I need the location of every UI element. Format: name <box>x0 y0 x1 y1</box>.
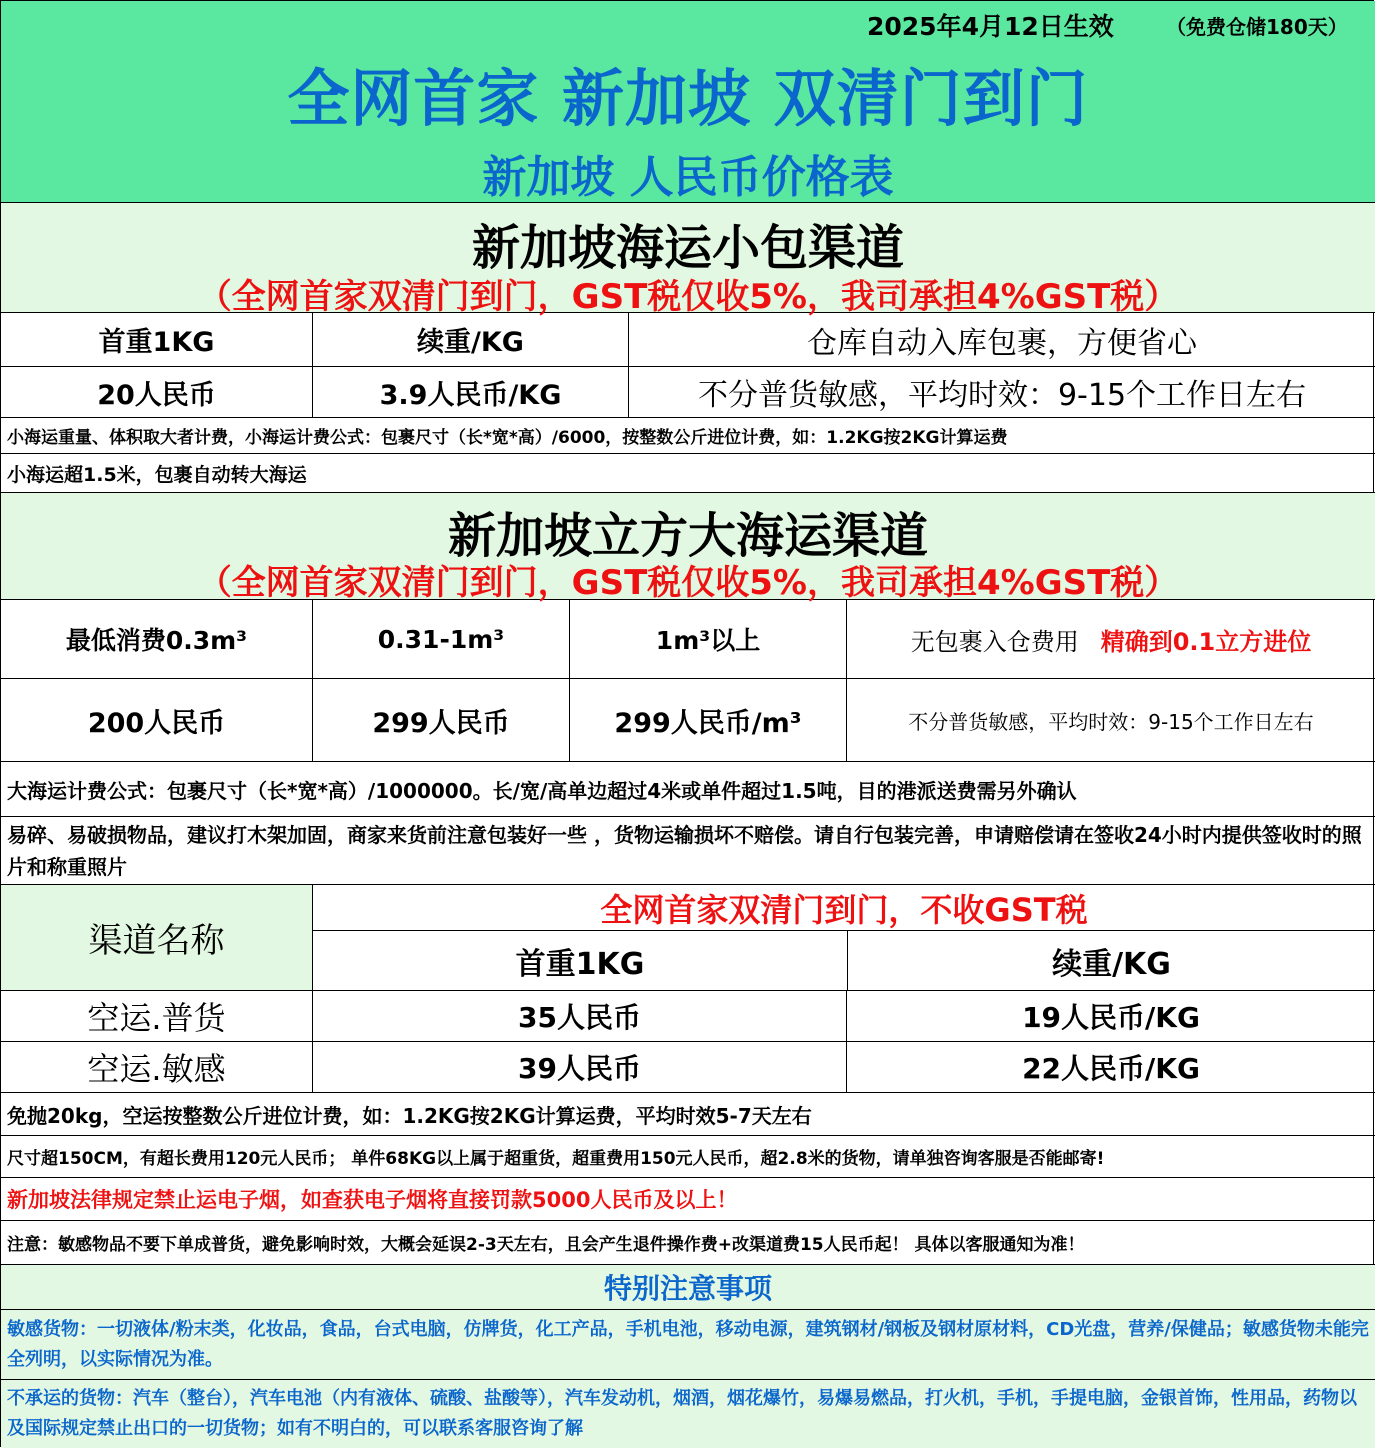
big-sea-fragile-row <box>1 817 1375 885</box>
big-sea-transit-time: 不分普货敏感，平均时效：9-15个工作日左右 <box>846 679 1375 761</box>
air-header-block <box>1 885 1375 991</box>
air-oversize-note: 尺寸超150CM，有超长费用120元人民币； 单件68KG以上属于超重货，超重费用150元人民币，超2.8米的货物，请单独咨询客服是否能邮寄! <box>7 1149 1105 1169</box>
prohibited-goods-list: 不承运的货物：汽车（整台），汽车电池（内有液体、硫酸、盐酸等），汽车发动机，烟酒，烟花爆竹，易爆易燃品，打火机，手机，手提电脑，金银首饰，性用品，药物以及国际规定禁止出口的一切货物；如有不明白的，可以联系客服咨询了解 <box>7 1388 1357 1439</box>
air-general-name: 空运.普货 <box>87 999 226 1037</box>
small-sea-value-row <box>1 367 1375 418</box>
air-tagline: 全网首家双清门到门，不收GST税 <box>313 885 1375 931</box>
air-note1-row <box>1 1093 1375 1136</box>
special-prohibited-row <box>1 1380 1375 1448</box>
big-sea-rounding-note: 精确到0.1立方进位 <box>1100 627 1312 656</box>
small-sea-title: 新加坡海运小包渠道 <box>471 220 904 276</box>
small-sea-tagline: （全网首家双清门到门，GST税仅收5%，我司承担4%GST税） <box>197 277 1179 317</box>
special-notes-title: 特别注意事项 <box>603 1272 772 1305</box>
small-sea-next-kg-price: 3.9人民币/KG <box>312 367 628 417</box>
small-sea-warehouse-note: 仓库自动入库包裹，方便省心 <box>628 313 1375 366</box>
main-subtitle: 新加坡 人民币价格表 <box>482 152 894 203</box>
air-note4-row <box>1 1221 1375 1265</box>
free-storage-note: （免费仓储180天） <box>1166 15 1348 39</box>
air-general-first-price: 35人民币 <box>312 991 846 1041</box>
sensitive-goods-warning: 注意：敏感物品不要下单成普货，避免影响时效，大概会延误2-3天左右，且会产生退件操作费+改渠道费15人民币起！ 具体以客服通知为准！ <box>7 1235 1085 1255</box>
air-sensitive-next-price: 22人民币/KG <box>846 1042 1375 1092</box>
small-sea-first-kg-header: 首重1KG <box>98 327 215 358</box>
big-sea-tagline: （全网首家双清门到门，GST税仅收5%，我司承担4%GST税） <box>197 563 1179 603</box>
small-sea-next-kg-header: 续重/KG <box>312 313 628 366</box>
air-weight-note: 免抛20kg，空运按整数公斤进位计费，如：1.2KG按2KG计算运费，平均时效5-7天左右 <box>7 1103 812 1128</box>
air-note2-row <box>1 1136 1375 1178</box>
main-title: 全网首家 新加坡 双清门到门 <box>287 62 1089 135</box>
air-row-general <box>1 991 1375 1042</box>
small-sea-first-kg-price: 20人民币 <box>97 379 216 411</box>
air-header-right <box>312 885 1375 991</box>
air-note3-row <box>1 1178 1375 1221</box>
big-sea-over-1m3-header: 1m³以上 <box>569 600 846 678</box>
air-first-kg-header: 首重1KG <box>515 947 645 982</box>
air-general-next-price: 19人民币/KG <box>846 991 1375 1041</box>
air-sensitive-name: 空运.敏感 <box>87 1050 226 1088</box>
air-sensitive-first-price: 39人民币 <box>312 1042 846 1092</box>
small-sea-oversize-note: 小海运超1.5米，包裹自动转大海运 <box>7 463 307 486</box>
big-sea-formula-note: 大海运计费公式：包裹尺寸（长*宽*高）/1000000。长/宽/高单边超过4米或单件超过1.5吨，目的港派送费需另外确认 <box>7 778 1077 803</box>
header-banner <box>1 1 1375 203</box>
small-sea-note-row <box>1 418 1375 454</box>
big-sea-over-1m3-price: 299人民币/m³ <box>569 679 846 761</box>
big-sea-value-row <box>1 679 1375 762</box>
big-sea-fragile-note: 易碎、易破损物品，建议打木架加固，商家来货前注意包装好一些 ，货物运输损坏不赔偿。请自行包装完善，申请赔偿请在签收24小时内提供签收时的照片和称重照片 <box>7 822 1362 879</box>
small-sea-header-row <box>1 313 1375 367</box>
small-sea-billing-note: 小海运重量、体积取大者计费，小海运计费公式：包裹尺寸（长*宽*高）/6000，按整数公斤进位计费，如：1.2KG按2KG计算运费 <box>7 428 1008 448</box>
small-sea-transit-time: 不分普货敏感，平均时效：9-15个工作日左右 <box>628 367 1375 417</box>
big-sea-fee-note-cell <box>846 600 1375 678</box>
air-row-sensitive <box>1 1042 1375 1093</box>
air-channel-label: 渠道名称 <box>1 885 312 990</box>
special-sensitive-row <box>1 1310 1375 1380</box>
sensitive-goods-list: 敏感货物：一切液体/粉末类，化妆品，食品，台式电脑，仿牌货，化工产品，手机电池，移动电源，建筑钢材/钢板及钢材原材料，CD光盘，营养/保健品；敏感货物未能完全列明，以实际情况为准。 <box>7 1318 1369 1370</box>
small-sea-oversize-row <box>1 454 1375 493</box>
e-cigarette-warning: 新加坡法律规定禁止运电子烟，如查获电子烟将直接罚款5000人民币及以上！ <box>7 1188 738 1212</box>
big-sea-formula-row <box>1 762 1375 817</box>
big-sea-range-price: 299人民币 <box>312 679 569 761</box>
big-sea-no-warehouse-fee: 无包裹入仓费用 <box>910 627 1079 656</box>
small-sea-title-block <box>1 203 1375 317</box>
big-sea-header-row <box>1 600 1375 679</box>
big-sea-min-charge-price: 200人民币 <box>87 707 226 739</box>
big-sea-title: 新加坡立方大海运渠道 <box>447 508 928 564</box>
big-sea-min-charge-header: 最低消费0.3m³ <box>65 626 248 655</box>
special-title-row <box>1 1265 1375 1310</box>
effective-date: 2025年4月12日生效 <box>867 12 1114 41</box>
air-next-kg-header: 续重/KG <box>847 931 1375 991</box>
big-sea-title-block <box>1 493 1375 603</box>
big-sea-range-header: 0.31-1m³ <box>312 600 569 678</box>
